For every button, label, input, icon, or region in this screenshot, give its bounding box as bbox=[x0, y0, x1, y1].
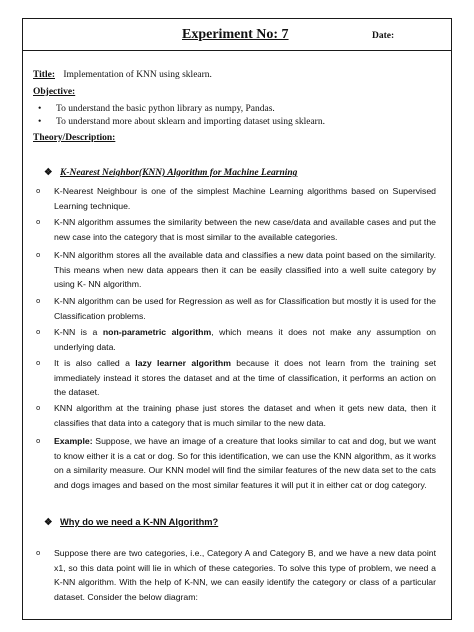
experiment-title: Experiment No: 7 bbox=[182, 27, 289, 42]
list-item: o KNN algorithm at the training phase just stores the dataset and when it gets new data, then it classifies that data into a category that is much similar to the new data. bbox=[36, 403, 436, 428]
title-row bbox=[33, 70, 212, 80]
list-item: o K-NN is a non-parametric algorithm, which means it does not make any assumption on underlying data. bbox=[36, 327, 436, 352]
list-item: o Suppose there are two categories, i.e., Category A and Category B, and we have a new data point x1, so this data point will lie in which of these categories. To solve this type of problem, we need a K-NN algorithm. With the help of K-NN, we can easily identify the category or class of a particular dataset. Consider the below diagram: bbox=[36, 548, 436, 602]
bullet-icon: • bbox=[38, 117, 42, 127]
objective-item-text: To understand more about sklearn and importing dataset using sklearn. bbox=[56, 117, 325, 127]
circle-bullet-icon: o bbox=[36, 359, 41, 367]
theory-label: Theory/Description: bbox=[33, 133, 116, 143]
title-label: Title: bbox=[33, 70, 55, 80]
section-heading-text: K-Nearest Neighbor(KNN) Algorithm for Machine Learning bbox=[60, 168, 298, 178]
list-item: o K-Nearest Neighbour is one of the simplest Machine Learning algorithms based on Supervised Learning technique. bbox=[36, 186, 436, 211]
circle-bullet-icon: o bbox=[36, 404, 41, 412]
section-heading-why-knn bbox=[44, 517, 218, 528]
objective-item-text: To understand the basic python library as numpy, Pandas. bbox=[56, 104, 275, 114]
circle-bullet-icon: o bbox=[36, 549, 41, 557]
circle-bullet-icon: o bbox=[36, 187, 41, 195]
bullet-icon: • bbox=[38, 104, 42, 114]
date-label: Date: bbox=[372, 31, 395, 41]
objective-item bbox=[38, 117, 325, 127]
list-item: o Example: Suppose, we have an image of a creature that looks similar to cat and dog, but we want to know either it is a cat or dog. So for this identification, we can use the KNN algorithm, as it works on a similarity measure. Our KNN model will find the similar features of the new data set to the cats and dogs images and based on the most similar features it will put it in either cat or dog category. bbox=[36, 436, 436, 490]
circle-bullet-icon: o bbox=[36, 297, 41, 305]
list-item: o K-NN algorithm can be used for Regression as well as for Classification but mostly it is used for the Classification problems. bbox=[36, 296, 436, 321]
diamond-bullet-icon: ❖ bbox=[44, 168, 53, 178]
circle-bullet-icon: o bbox=[36, 218, 41, 226]
title-text: Implementation of KNN using sklearn. bbox=[63, 70, 212, 80]
list-item: o It is also called a lazy learner algorithm because it does not learn from the training set immediately instead it stores the dataset and at the time of classification, it performs an action on the dataset. bbox=[36, 358, 436, 397]
circle-bullet-icon: o bbox=[36, 328, 41, 336]
section-heading-text: Why do we need a K-NN Algorithm? bbox=[60, 517, 219, 527]
list-item: o K-NN algorithm stores all the available data and classifies a new data point based on the similarity. This means when new data appears then it can be easily classified into a well suite category by using K- NN algorithm. bbox=[36, 250, 436, 289]
diamond-bullet-icon: ❖ bbox=[44, 518, 53, 528]
list-item: o K-NN algorithm assumes the similarity between the new case/data and available cases and put the new case into the category that is most similar to the available categories. bbox=[36, 217, 436, 242]
circle-bullet-icon: o bbox=[36, 437, 41, 445]
objective-label: Objective: bbox=[33, 87, 76, 97]
header-divider bbox=[22, 50, 452, 51]
section-heading-knn bbox=[44, 167, 297, 178]
objective-item bbox=[38, 104, 275, 114]
circle-bullet-icon: o bbox=[36, 251, 41, 259]
